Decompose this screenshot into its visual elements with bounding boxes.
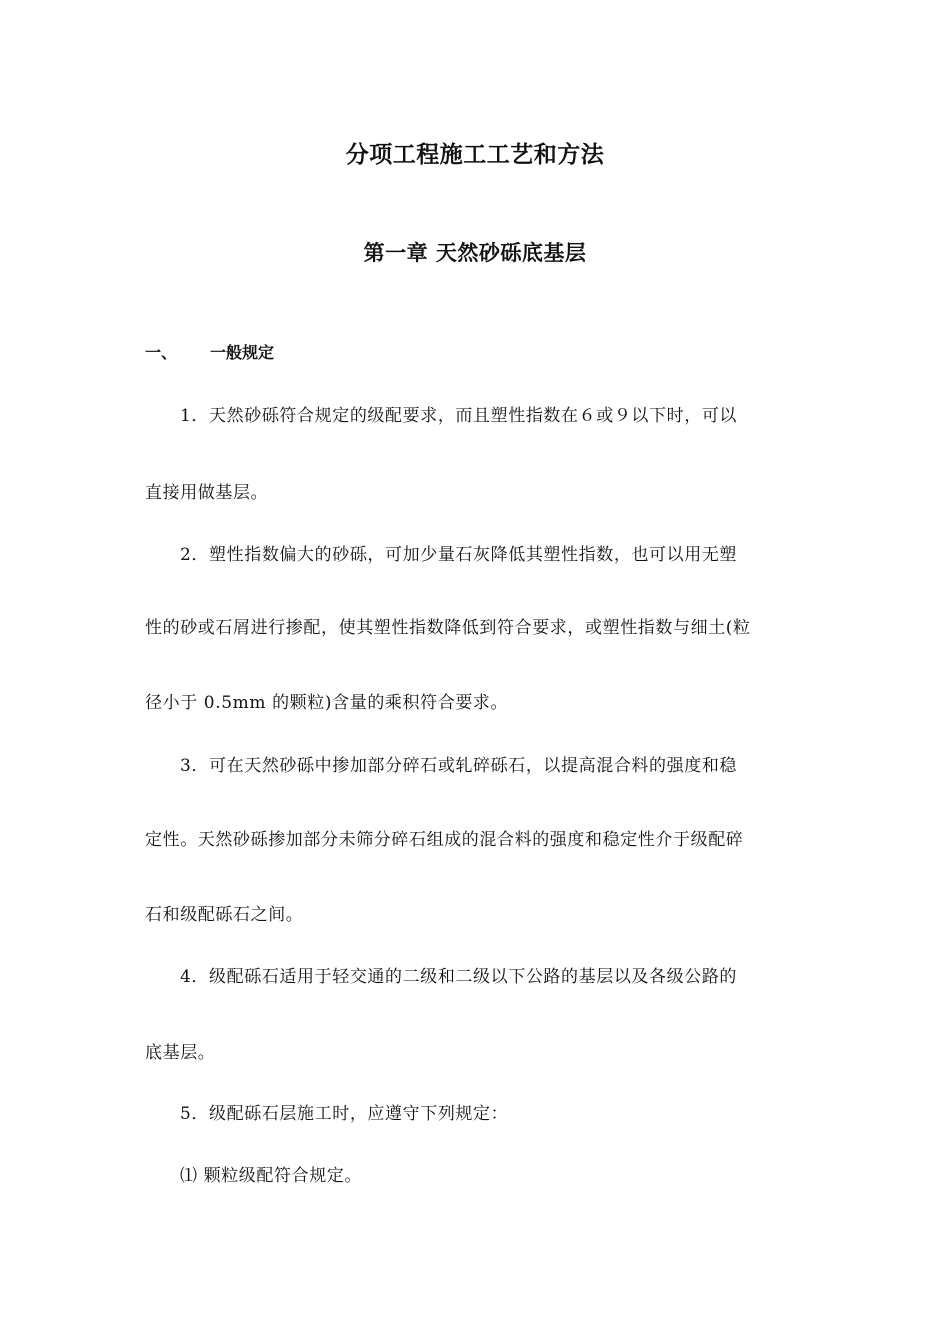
- paragraph-line: 4．级配砾石适用于轻交通的二级和二级以下公路的基层以及各级公路的: [180, 967, 738, 987]
- paragraph-line: 2．塑性指数偏大的砂砾，可加少量石灰降低其塑性指数，也可以用无塑: [180, 545, 738, 565]
- paragraph-line: ⑴ 颗粒级配符合规定。: [180, 1166, 363, 1186]
- paragraph-line: 径小于 0.5mm 的颗粒)含量的乘积符合要求。: [145, 693, 509, 713]
- section-heading-text: 一般规定: [210, 343, 275, 362]
- paragraph-line: 5．级配砾石层施工时，应遵守下列规定：: [180, 1104, 509, 1124]
- document-title: 分项工程施工工艺和方法: [345, 141, 605, 168]
- paragraph-line: 1．天然砂砾符合规定的级配要求，而且塑性指数在６或９以下时，可以: [180, 406, 738, 426]
- paragraph-line: 直接用做基层。: [145, 483, 269, 503]
- paragraph-line: 石和级配砾石之间。: [145, 905, 304, 925]
- chapter-title: 第一章 天然砂砾底基层: [363, 240, 587, 265]
- section-heading: [145, 340, 274, 363]
- paragraph-line: 3．可在天然砂砾中掺加部分碎石或轧碎砾石，以提高混合料的强度和稳: [180, 756, 738, 776]
- section-number: 一、: [145, 343, 178, 362]
- paragraph-line: 定性。天然砂砾掺加部分未筛分碎石组成的混合料的强度和稳定性介于级配碎: [145, 830, 744, 850]
- paragraph-line: 性的砂或石屑进行掺配，使其塑性指数降低到符合要求，或塑性指数与细土(粒: [145, 618, 751, 638]
- paragraph-line: 底基层。: [145, 1043, 216, 1063]
